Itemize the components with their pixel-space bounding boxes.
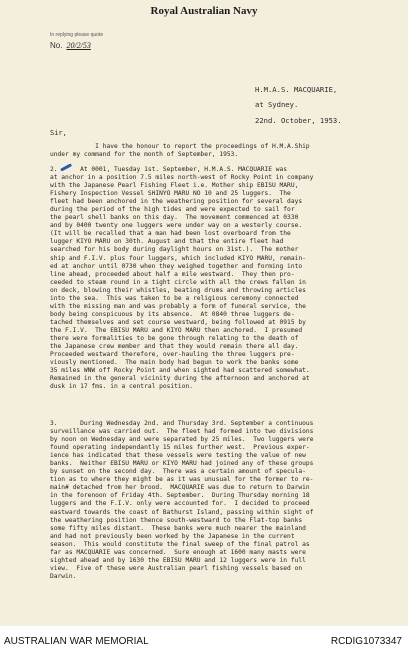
para2-line: searched for his body during daylight hours on 31st.). The mother <box>50 246 299 254</box>
para2-line: at anchor in a position 7.5 miles north-west of Rocky Point in company <box>50 174 314 182</box>
reference-block <box>50 32 103 51</box>
para3-line: luggers and the F.I.V. only were accounted for. I decided to proceed <box>50 500 310 508</box>
para3-line: by sunset on the second day. There was a certain amount of specula- <box>50 468 306 476</box>
paragraph-3 <box>50 420 313 581</box>
para2-line: 2. At 0001, Tuesday 1st. September, H.M.A.S. MACQUARIE was <box>50 166 288 173</box>
para3-line: view. Five of these were Australian pearl fishing vessels based on <box>50 564 303 572</box>
para2-line: the F.I.V. The EBISU MARU and KIYO MARU then anchored. I presumed <box>50 326 303 334</box>
para2-line: fleet had been anchored in the weathering position for several days <box>50 198 303 206</box>
para2-line: there were formalities to be gone through relating to the death of <box>50 334 299 342</box>
para2-line: during the period of the high tides and were expected to sail for <box>50 206 295 214</box>
para3-line: main# detached from her brood. MACQUARIE was due to return to Darwin <box>50 484 310 492</box>
para2-line: Fishery Inspection Vessel SHINYO MARU NO 10 and 25 luggers. The <box>50 190 291 198</box>
para2-line: viously mentioned. The main body had begun to work the banks some <box>50 359 299 367</box>
para3-line: banks. Neither EBISU MARU or KIYO MARU had joined any of these groups <box>50 460 314 468</box>
para3-line: far as MACQUARIE was concerned. Sure enough at 1600 many masts were <box>50 548 306 556</box>
sender-place: at Sydney. <box>255 100 299 109</box>
para2-line: and by 0400 twenty one luggers were under way on a westerly course. <box>50 222 303 230</box>
para2-line: the Japanese crew member and that they would remain there all day. <box>50 343 299 351</box>
para3-line: surveillance was carried out. The fleet had formed into two divisions <box>50 428 314 436</box>
para3-line: ience has indicated that these vessels were testing the value of new <box>50 452 306 460</box>
letterhead: Royal Australian Navy <box>150 5 258 17</box>
para3-line: by noon on Wednesday and were separated by 25 miles. Two luggers were <box>50 436 314 444</box>
para2-line: (It will be recalled that a man had been lost overboard from the <box>50 230 291 238</box>
para3-line: tion as to where they might be as it was unusual for the former to re- <box>50 476 314 484</box>
para3-line: Darwin. <box>50 572 77 580</box>
reference-caption: In replying please quote <box>50 32 104 38</box>
para3-line: sighted ahead and by 1630 the EBISU MARU and 12 luggers were in full <box>50 556 306 564</box>
para2-line: lugger KIYO MARU on 30th. August and that the entire fleet had <box>50 238 284 246</box>
para2-line: the pearl shell banks on this day. The movement commenced at 0330 <box>50 214 299 222</box>
letter-date: 22nd. October, 1953. <box>255 116 342 125</box>
archive-name: AUSTRALIAN WAR MEMORIAL <box>4 636 149 647</box>
intro-paragraph <box>50 143 310 159</box>
intro-line: under my command for the month of September, 1953. <box>50 151 239 159</box>
salutation: Sir, <box>50 129 67 137</box>
para3-line: the weathering position thence south-westward to the Flat-top banks <box>50 516 303 524</box>
para3-line: in the forenoon of Friday 4th. September. During Thursday morning 18 <box>50 492 310 500</box>
para2-line: line ahead, proceeded about half a mile westward. They then pro- <box>50 270 295 278</box>
para3-line: some fifty miles distant. These banks were much nearer the mainland <box>50 524 306 532</box>
reference-number-label: No. <box>50 41 63 50</box>
intro-line: I have the honour to report the proceedings of H.M.A.Ship <box>50 143 310 150</box>
archive-id: RCDIG1073347 <box>330 636 402 647</box>
para3-line: and had not previously been worked by the Japanese in the current <box>50 532 295 540</box>
para3-line: found operating independantly 15 miles further west. Previous exper- <box>50 444 310 452</box>
para2-line: Proceeded westward therefore, over-hauling the three luggers pre- <box>50 351 295 359</box>
sender-ship: H.M.A.S. MACQUARIE, <box>255 85 338 94</box>
para3-line: eastward towards the coast of Bathurst Island, passing within sight of <box>50 508 314 516</box>
para2-line: body being conspicuous by its absence. At 0840 three luggers de- <box>50 310 295 318</box>
para2-line: with the Japanese Pearl Fishing Fleet i.e. Mother ship EBISU MARU, <box>50 182 299 190</box>
para2-line: 35 miles WNW off Rocky Point and when sighted had scattered somewhat. <box>50 367 310 375</box>
para2-line: ed at anchor until 0730 when they weighed together and forming into <box>50 262 303 270</box>
para2-line: on deck, blowing their whistles, beating drums and throwing articles <box>50 286 306 294</box>
paragraph-2 <box>50 166 313 391</box>
para2-line: Remained in the general vicinity during the afternoon and anchored at <box>50 375 310 383</box>
para2-line: ceeded to steam round in a tight circle with all the crews fallen in <box>50 278 306 286</box>
reference-number <box>50 40 103 51</box>
para2-line: dusk in 17 fms. in a central position. <box>50 383 193 391</box>
para2-line: tached themselves and set course westward, being followed at 0915 by <box>50 318 306 326</box>
para3-line: season. This would constitute the final sweep of the final patrol as <box>50 540 310 548</box>
reference-number-value: 20/2/53 <box>66 41 91 50</box>
para2-line: with the missing man and was probably a form of funeral service, the <box>50 302 306 310</box>
para2-line: ship and F.I.V. plus four luggers, which included KIYO MARU, remain- <box>50 254 306 262</box>
archive-footer <box>0 630 408 652</box>
para3-line: 3. During Wednesday 2nd. and Thursday 3rd. September a continuous <box>50 420 314 427</box>
para2-line: into the sea. This was taken to be a religious ceremony connected <box>50 294 299 302</box>
